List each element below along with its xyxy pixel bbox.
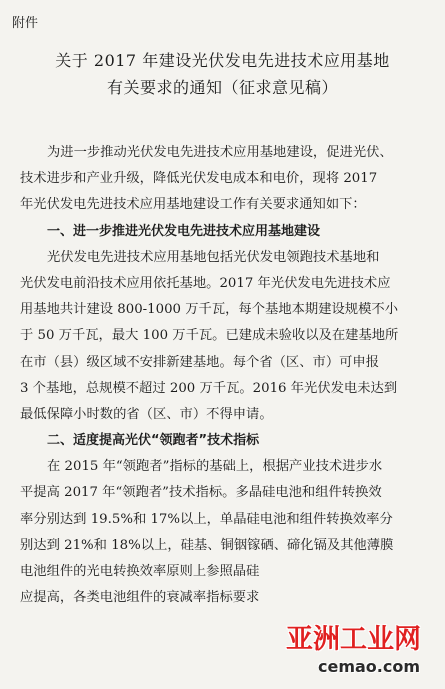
attachment-label: 附件 — [12, 16, 39, 31]
body-line: 于 50 万千瓦，最大 100 万千瓦。已建成未验收以及在建基地所 — [20, 328, 399, 344]
body-line: 在市（县）级区域不安排新建基地。每个省（区、市）可申报 — [20, 354, 380, 370]
body-line: 用基地共计建设 800-1000 万千瓦，每个基地本期建设规模不小 — [20, 302, 398, 318]
section-heading: 一、进一步推进光伏发电先进技术应用基地建设 — [47, 223, 321, 239]
document-title-line-1: 关于 2017 年建设光伏发电先进技术应用基地 — [55, 51, 390, 70]
body-line: 3 个基地，总规模不超过 200 万千瓦。2016 年光伏发电未达到 — [20, 380, 398, 396]
document-body — [20, 140, 430, 611]
watermark-logo: 亚洲工业网 — [286, 624, 421, 655]
body-line: 光伏发电前沿技术应用依托基地。2017 年光伏发电先进技术应 — [20, 275, 391, 291]
body-line: 别达到 21%和 18%以上，硅基、铜铟镓硒、碲化镉及其他薄膜 — [20, 537, 394, 553]
watermark-url: cemao.com — [318, 657, 421, 676]
document-title-line-2: 有关要求的通知（征求意见稿） — [106, 78, 338, 97]
section-heading: 二、适度提高光伏“领跑者”技术指标 — [47, 433, 260, 449]
body-line: 在 2015 年“领跑者”指标的基础上，根据产业技术进步水 — [47, 459, 383, 475]
body-line: 技术进步和产业升级，降低光伏发电成本和电价，现将 2017 — [20, 171, 378, 187]
body-line: 年光伏发电先进技术应用基地建设工作有关要求通知如下： — [20, 197, 366, 213]
body-line: 为进一步推动光伏发电先进技术应用基地建设，促进光伏、 — [47, 145, 393, 160]
body-line: 最低保障小时数的省（区、市）不得申请。 — [20, 406, 273, 422]
body-line: 应提高，各类电池组件的衰减率指标要求 — [20, 590, 260, 606]
body-line: 率分别达到 19.5%和 17%以上，单晶硅电池和组件转换效率分 — [20, 511, 393, 527]
body-line: 光伏发电先进技术应用基地包括光伏发电领跑技术基地和 — [47, 249, 380, 265]
body-line: 平提高 2017 年“领跑者”技术指标。多晶硅电池和组件转换效 — [20, 485, 382, 501]
body-line: 电池组件的光电转换效率原则上参照晶硅 — [20, 564, 260, 579]
